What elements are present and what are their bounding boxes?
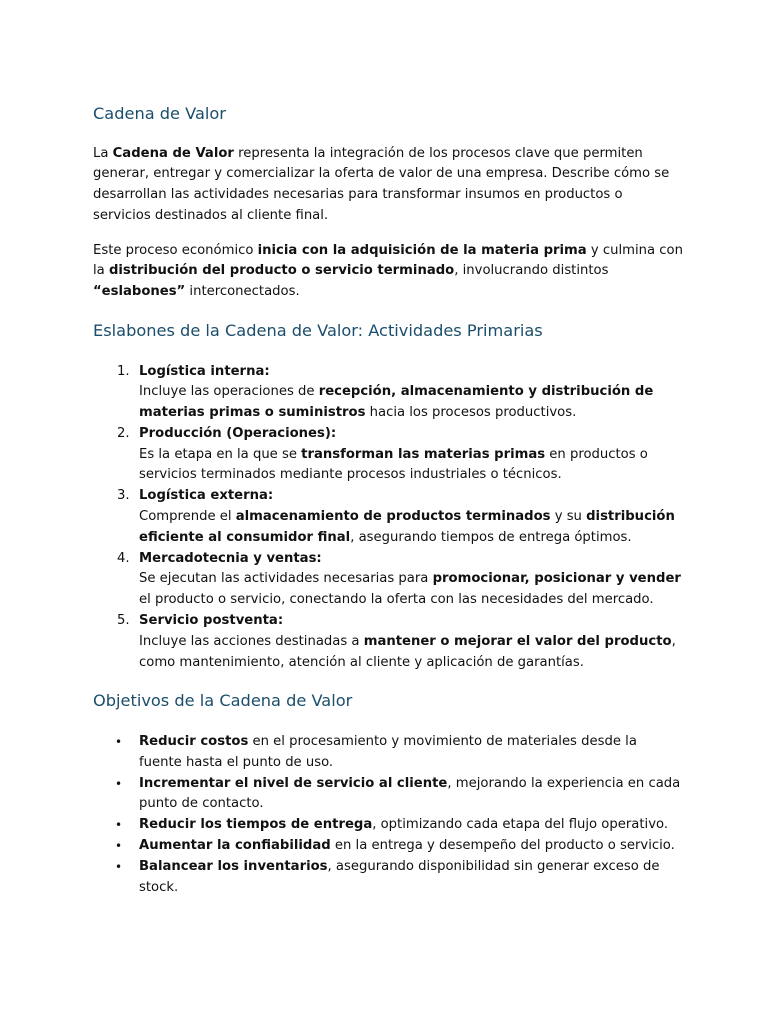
list-number: 5. — [117, 613, 130, 629]
list-item-text — [139, 857, 693, 899]
list-item-text — [139, 774, 693, 816]
text-line — [139, 569, 693, 590]
text-run: stock. — [139, 879, 179, 895]
text-run: Se ejecutan las actividades necesarias para — [139, 571, 433, 587]
text-line — [139, 445, 693, 466]
list-item — [93, 774, 693, 816]
bold-text: Incrementar el nivel de servicio al cliente — [139, 775, 448, 791]
text-run: como mantenimiento, atención al cliente y aplicación de garantías. — [139, 654, 584, 670]
list-item-text — [139, 836, 693, 857]
text-line — [139, 815, 693, 836]
text-line — [93, 282, 673, 303]
text-line — [139, 424, 693, 445]
text-line — [139, 382, 693, 403]
list-item-text — [139, 732, 693, 774]
bold-text: transforman las materias primas — [301, 446, 546, 462]
bold-text: recepción, almacenamiento y distribución de — [318, 384, 654, 400]
text-run: representa la integración de los procesos clave que permiten — [233, 145, 643, 161]
bold-text: distribución — [586, 509, 675, 525]
text-line — [139, 486, 693, 507]
text-line — [139, 465, 693, 486]
text-line — [139, 403, 693, 424]
bold-text: Cadena de Valor — [112, 145, 234, 161]
section-title-cadena-de-valor: Cadena de Valor — [93, 104, 226, 123]
objectives-list — [93, 732, 693, 898]
text-run: , — [671, 633, 676, 649]
text-run: y su — [550, 509, 587, 525]
bullet-icon: • — [115, 859, 123, 874]
bullet-icon: • — [115, 776, 123, 791]
bold-text: Reducir costos — [139, 734, 249, 749]
bold-text: Servicio postventa: — [139, 613, 284, 629]
text-line — [93, 261, 673, 282]
list-number: 1. — [117, 363, 130, 379]
text-run: fuente hasta el punto de uso. — [139, 754, 334, 770]
section-title-objetivos: Objetivos de la Cadena de Valor — [93, 691, 353, 710]
primary-activities-list — [93, 362, 693, 674]
text-run: Este proceso económico — [93, 242, 258, 258]
text-line — [139, 362, 693, 383]
text-run: , asegurando disponibilidad sin generar exceso de — [327, 858, 660, 874]
text-run: Es la etapa en la que se — [139, 446, 302, 462]
intro-paragraph — [93, 144, 673, 227]
bullet-icon: • — [115, 818, 123, 833]
bold-text: Reducir los tiempos de entrega — [139, 817, 373, 833]
text-line — [93, 144, 673, 165]
list-item-text — [139, 815, 693, 836]
bold-text: Aumentar la confiabilidad — [139, 837, 331, 853]
bold-text: Mercadotecnia y ventas: — [139, 550, 322, 566]
bold-text: eficiente al consumidor final — [139, 529, 351, 545]
list-item-text — [139, 362, 693, 424]
bold-text: materias primas o suministros — [139, 405, 366, 421]
list-item-text — [139, 611, 693, 673]
section-title-eslabones: Eslabones de la Cadena de Valor: Actividades Primarias — [93, 321, 543, 340]
text-line — [93, 164, 673, 185]
text-line — [139, 507, 693, 528]
text-line — [139, 753, 693, 774]
text-line — [139, 774, 693, 795]
list-item — [93, 836, 693, 857]
text-run: Incluye las operaciones de — [139, 384, 319, 400]
list-item — [93, 815, 693, 836]
text-line — [139, 732, 693, 753]
text-run: Comprende el — [139, 509, 236, 525]
text-run: servicios destinados al cliente final. — [93, 207, 329, 223]
bold-text: Balancear los inventarios — [139, 858, 328, 874]
text-run: , involucrando distintos — [454, 263, 609, 279]
text-run: , optimizando cada etapa del flujo operativo. — [372, 817, 669, 833]
list-item — [93, 549, 693, 611]
text-line — [139, 878, 693, 899]
text-run: y culmina con — [586, 242, 683, 258]
text-line — [139, 632, 693, 653]
list-item — [93, 362, 693, 424]
bold-text: “eslabones” — [93, 284, 186, 300]
bold-text: distribución del producto o servicio terminado — [108, 263, 455, 279]
text-run: , mejorando la experiencia en cada — [447, 775, 681, 791]
list-number: 2. — [117, 425, 130, 441]
text-line — [93, 241, 683, 262]
list-number: 3. — [117, 488, 130, 504]
text-line — [93, 206, 673, 227]
text-line — [139, 549, 693, 570]
text-run: interconectados. — [185, 284, 300, 300]
list-number: 4. — [117, 550, 130, 566]
list-item — [93, 732, 693, 774]
text-run: , asegurando tiempos de entrega óptimos. — [350, 529, 632, 545]
bold-text: Logística interna: — [139, 363, 270, 379]
process-paragraph — [93, 241, 683, 303]
bold-text: mantener o mejorar el valor del producto — [363, 633, 672, 649]
text-line — [139, 836, 693, 857]
list-item — [93, 611, 693, 673]
text-run: en la entrega y desempeño del producto o servicio. — [330, 837, 675, 853]
list-item — [93, 857, 693, 899]
text-run: en el procesamiento y movimiento de materiales desde la — [248, 734, 637, 749]
list-item-text — [139, 486, 693, 548]
text-run: generar, entregar y comercializar la oferta de valor de una empresa. Describe cómo se — [93, 166, 670, 182]
bold-text: inicia con la adquisición de la materia prima — [257, 242, 587, 258]
text-run: desarrollan las actividades necesarias para transformar insumos en productos o — [93, 187, 623, 203]
bold-text: almacenamiento de productos terminados — [235, 509, 551, 525]
text-line — [139, 528, 693, 549]
list-item — [93, 424, 693, 486]
bold-text: promocionar, posicionar y vender — [432, 571, 681, 587]
text-run: Incluye las acciones destinadas a — [139, 633, 364, 649]
text-line — [139, 653, 693, 674]
bold-text: Logística externa: — [139, 488, 274, 504]
text-run: hacia los procesos productivos. — [365, 405, 577, 421]
text-run: servicios terminados mediante procesos industriales o técnicos. — [139, 467, 562, 483]
text-line — [139, 590, 693, 611]
list-item — [93, 486, 693, 548]
bullet-icon: • — [115, 838, 123, 853]
text-run: La — [93, 145, 113, 161]
list-item-text — [139, 549, 693, 611]
bold-text: Producción (Operaciones): — [139, 425, 337, 441]
text-line — [93, 185, 673, 206]
text-line — [139, 794, 693, 815]
text-run: en productos o — [545, 446, 648, 462]
bullet-icon: • — [115, 735, 123, 749]
text-run: el producto o servicio, conectando la oferta con las necesidades del mercado. — [139, 592, 654, 608]
text-line — [139, 611, 693, 632]
text-run: la — [93, 263, 109, 279]
list-item-text — [139, 424, 693, 486]
text-line — [139, 857, 693, 878]
text-run: punto de contacto. — [139, 796, 264, 812]
